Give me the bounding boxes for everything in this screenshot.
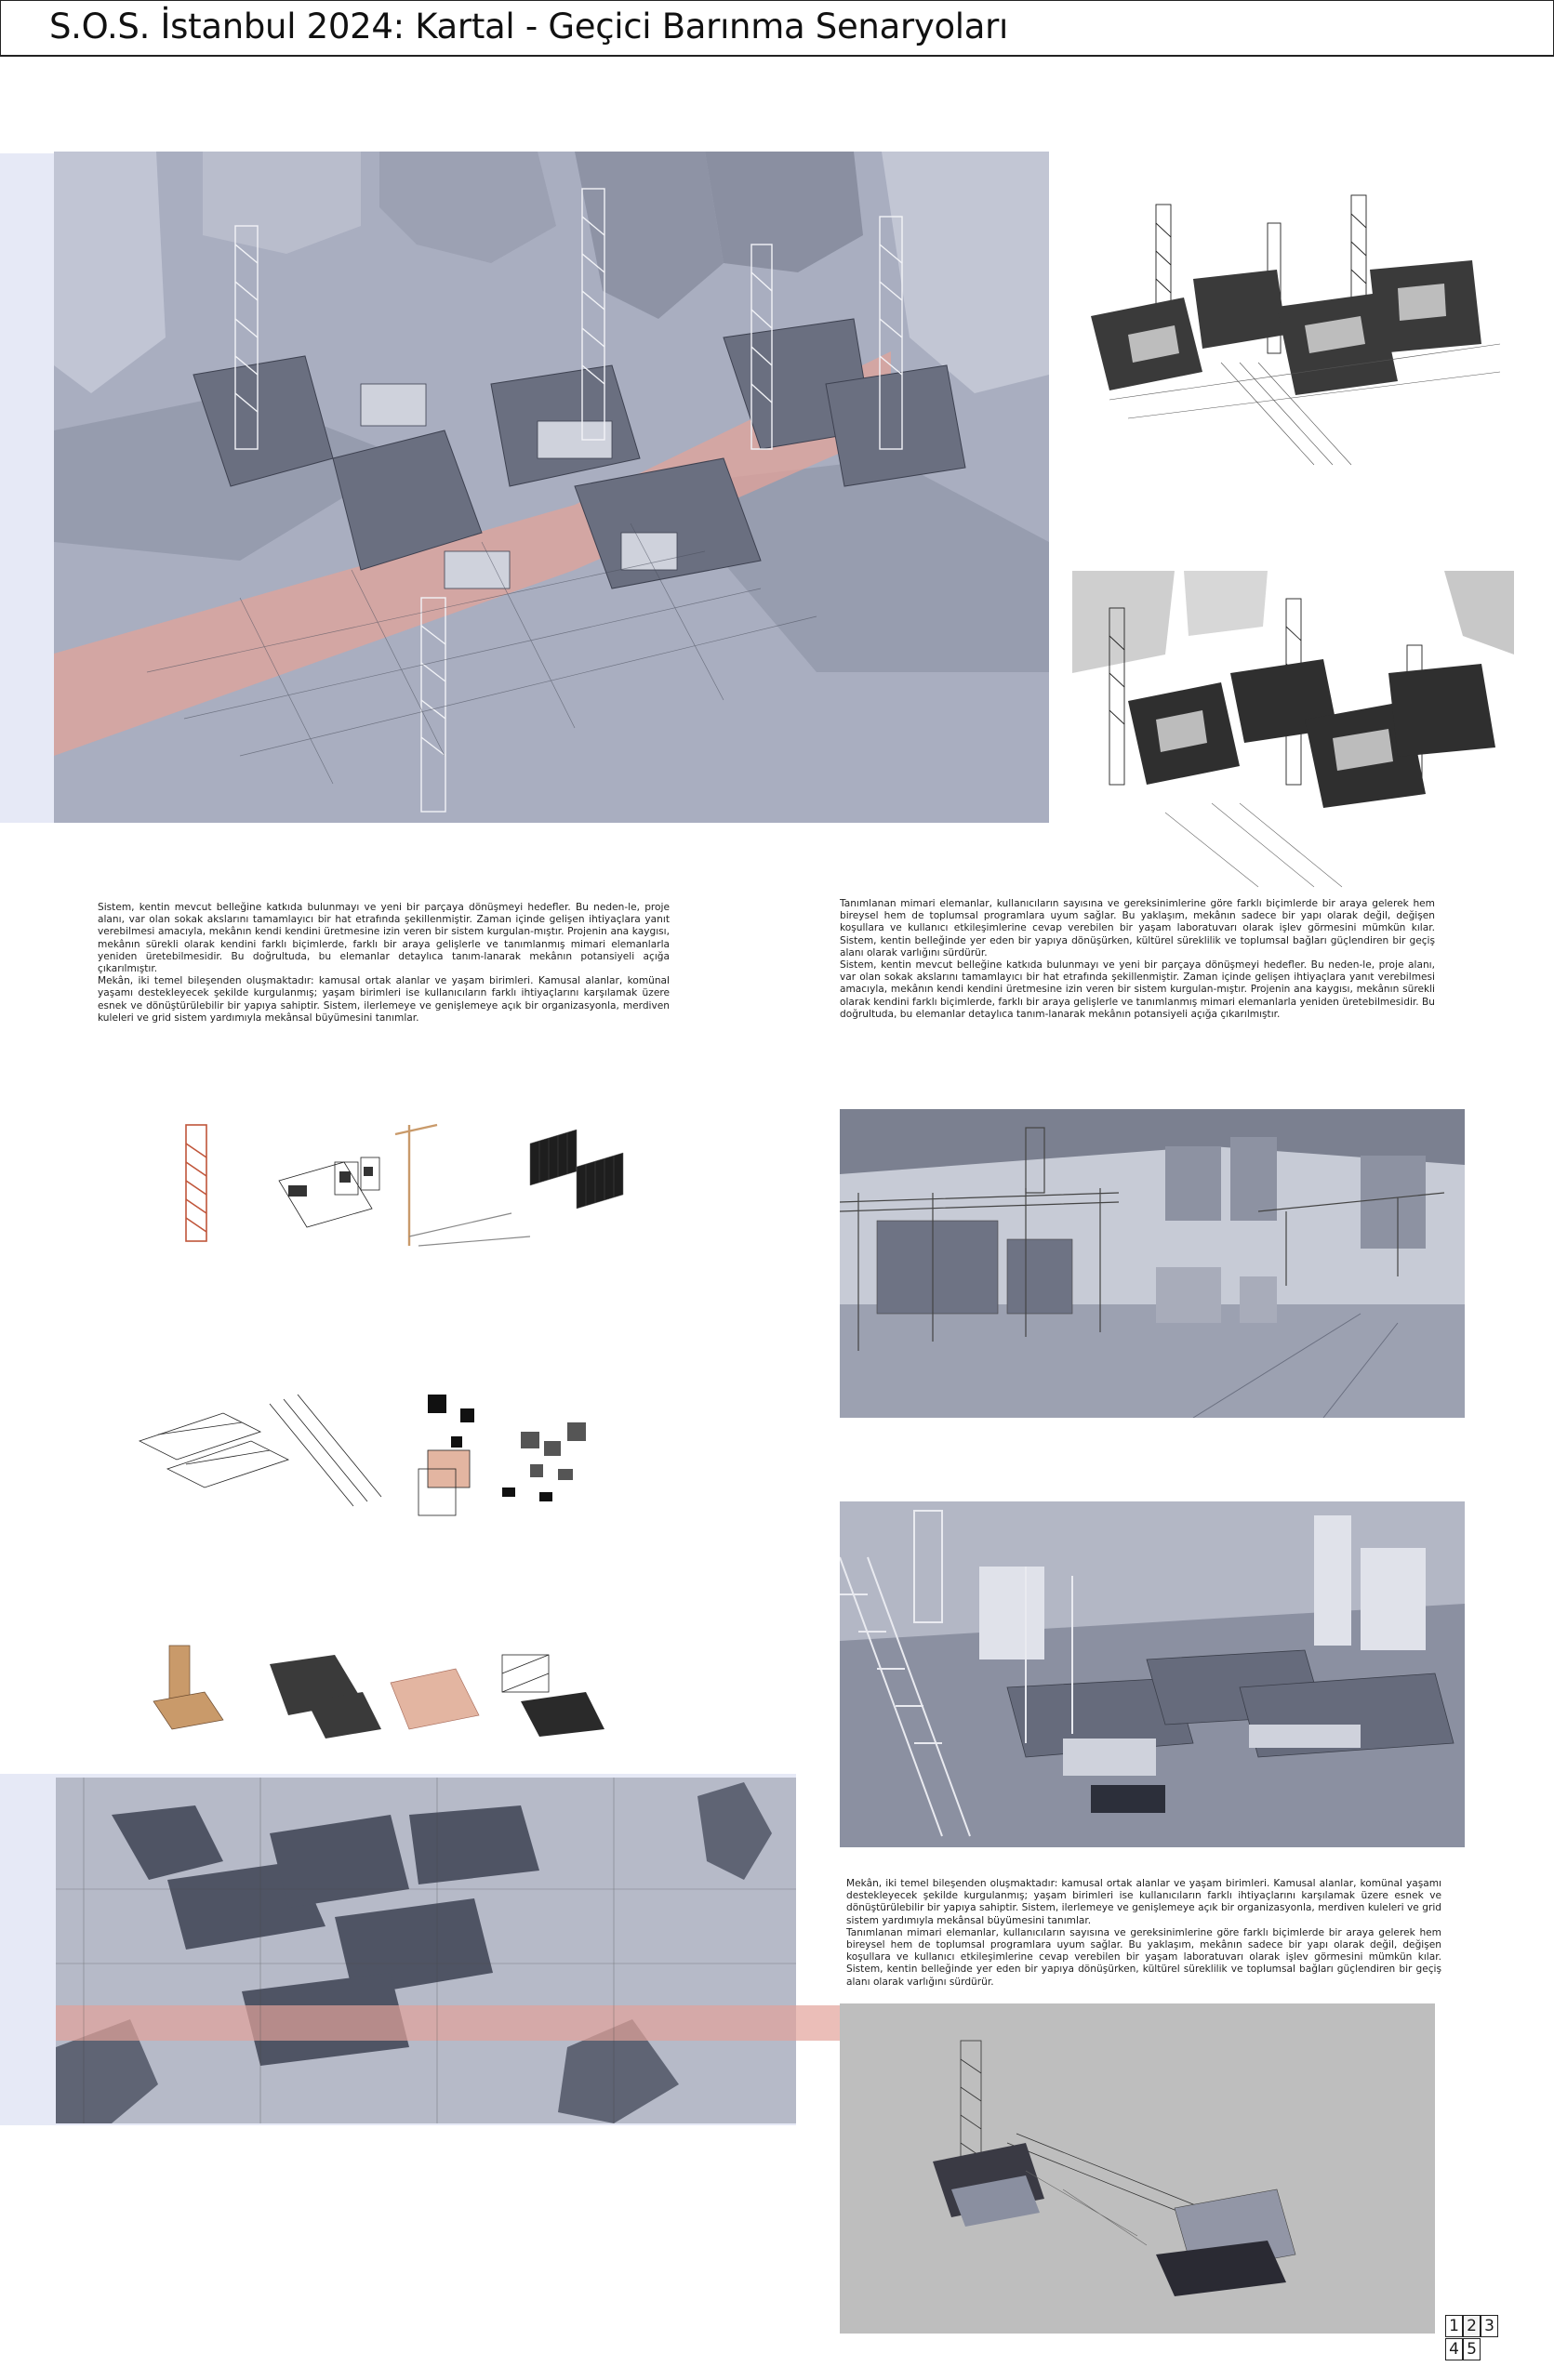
accent-strip-top xyxy=(0,153,54,823)
lower-right-paragraph-1: Mekân, iki temel bileşenden oluşmaktadır: kamusal ortak alanlar ve yaşam birimleri. Kamusal alanlar, komünal yaşamı destekleyecek şekilde kurgulanmış; yaşam birimleri ise kullanıcıların farklı ihtiyaçlarını karşılamak üzere esnek ve dönüştürülebilir bir yapıya sahiptir. Sistem, ilerlemeye ve genişlemeye açık bir organizasyonla, merdiven kuleleri ve grid sistem yardımıyla mekânsal büyümesini tanımlar. xyxy=(846,1878,1441,1926)
page-number-3: 3 xyxy=(1481,2315,1498,2337)
lower-right-text xyxy=(846,1878,1441,1989)
right-intro-paragraph-2: Sistem, kentin mevcut belleğine katkıda bulunmayı ve yeni bir parçaya dönüşmeyi hedefler. Bu neden-le, proje alanı, var olan sokak akslarını tamamlayıcı bir hat etrafında şekillenmiştir. Zaman içinde gelişen ihtiyaçlara yanıt verebilmesi amacıyla, mekânın kendi kendini üretmesine izin veren bir sistem kurgulan-mıştır. Projenin ana kaygısı, mekânın sürekli olarak kendini farklı biçimlerde, farklı bir araya gelişlerle ve tanımlanmış mimari elemanlarla yeniden üretebilmesidir. Bu doğrultuda, bu elemanlar detaylıca tanım-lanarak mekânın potansiyeli açığa çıkarılmıştır. xyxy=(840,959,1435,1020)
left-intro-paragraph-1: Sistem, kentin mevcut belleğine katkıda bulunmayı ve yeni bir parçaya dönüşmeyi hedefler. Bu neden-le, proje alanı, var olan sokak akslarını tamamlayıcı bir hat etrafında şekillenmiştir. Zaman içinde gelişen ihtiyaçlara yanıt verebilmesi amacıyla, mekânın kendi kendini üretmesine izin veren bir sistem kurgulan-mıştır. Projenin ana kaygısı, mekânın sürekli olarak kendini farklı biçimlerde, farklı bir araya gelişlerle ve tanımlanmış mimari elemanlarla yeniden üretebilmesidir. Bu doğrultuda, bu elemanlar detaylıca tanım-lanarak mekânın potansiyeli açığa çıkarılmıştır. xyxy=(98,902,670,975)
poster-header xyxy=(0,0,1554,57)
pink-axis-band xyxy=(796,2005,841,2041)
axonometric-render-2 xyxy=(1072,571,1514,892)
page-number-5: 5 xyxy=(1463,2338,1481,2360)
perspective-render-2 xyxy=(840,1501,1465,1847)
axonometric-render-1 xyxy=(1072,186,1509,493)
plan-view-render xyxy=(56,1778,796,2123)
component-row-structures xyxy=(139,1106,642,1255)
left-intro-paragraph-2: Mekân, iki temel bileşenden oluşmaktadır: kamusal ortak alanlar ve yaşam birimleri. Kamusal alanlar, komünal yaşamı destekleyecek şekilde kurgulanmış; yaşam birimleri ise kullanıcıların farklı ihtiyaçlarını karşılamak üzere esnek ve dönüştürülebilir bir yapıya sahiptir. Sistem, ilerlemeye ve genişlemeye açık bir organizasyonla, merdiven kuleleri ve grid sistem yardımıyla mekânsal büyümesini tanımlar. xyxy=(98,975,670,1024)
perspective-render-1 xyxy=(840,1109,1465,1418)
main-aerial-render xyxy=(54,152,1049,823)
right-intro-paragraph-1: Tanımlanan mimari elemanlar, kullanıcıların sayısına ve gereksinimlerine göre farklı biçimlerde bir araya gelerek hem bireysel hem de toplumsal programlara uyum sağlar. Bu yaklaşım, mekânın sadece bir yapı olarak değil, değişen koşullara ve kullanıcı etkileşimlerine cevap verebilen bir yaşam laboratuvarı olarak işlev görmesini mümkün kılar. Sistem, kentin belleğinde yer eden bir yapıya dönüşürken, kültürel süreklilik ve toplumsal bağları güçlendiren bir geçiş alanı olarak varlığını sürdürür. xyxy=(840,898,1435,959)
page-number-1: 1 xyxy=(1445,2315,1463,2337)
page-number-2-current: 2 xyxy=(1463,2315,1481,2337)
page-index-grid xyxy=(1445,2315,1499,2361)
lower-right-paragraph-2: Tanımlanan mimari elemanlar, kullanıcıların sayısına ve gereksinimlerine göre farklı biçimlerde bir araya gelerek hem bireysel hem de toplumsal programlara uyum sağlar. Bu yaklaşım, mekânın sadece bir yapı olarak değil, değişen koşullara ve kullanıcı etkileşimlerine cevap verebilen bir yaşam laboratuvarı olarak işlev görmesini mümkün kılar. Sistem, kentin belleğinde yer eden bir yapıya dönüşürken, kültürel süreklilik ve toplumsal bağları güçlendiren bir geçiş alanı olarak varlığını sürdürür. xyxy=(846,1926,1441,1988)
bottom-axonometric-render xyxy=(840,2003,1435,2334)
poster-title: S.O.S. İstanbul 2024: Kartal - Geçici Barınma Senaryoları xyxy=(49,7,1009,46)
page-number-4: 4 xyxy=(1445,2338,1463,2360)
component-row-assemblies xyxy=(149,1627,651,1748)
right-intro-text xyxy=(840,898,1435,1021)
component-row-modules xyxy=(130,1376,651,1525)
left-intro-text xyxy=(98,902,670,1025)
